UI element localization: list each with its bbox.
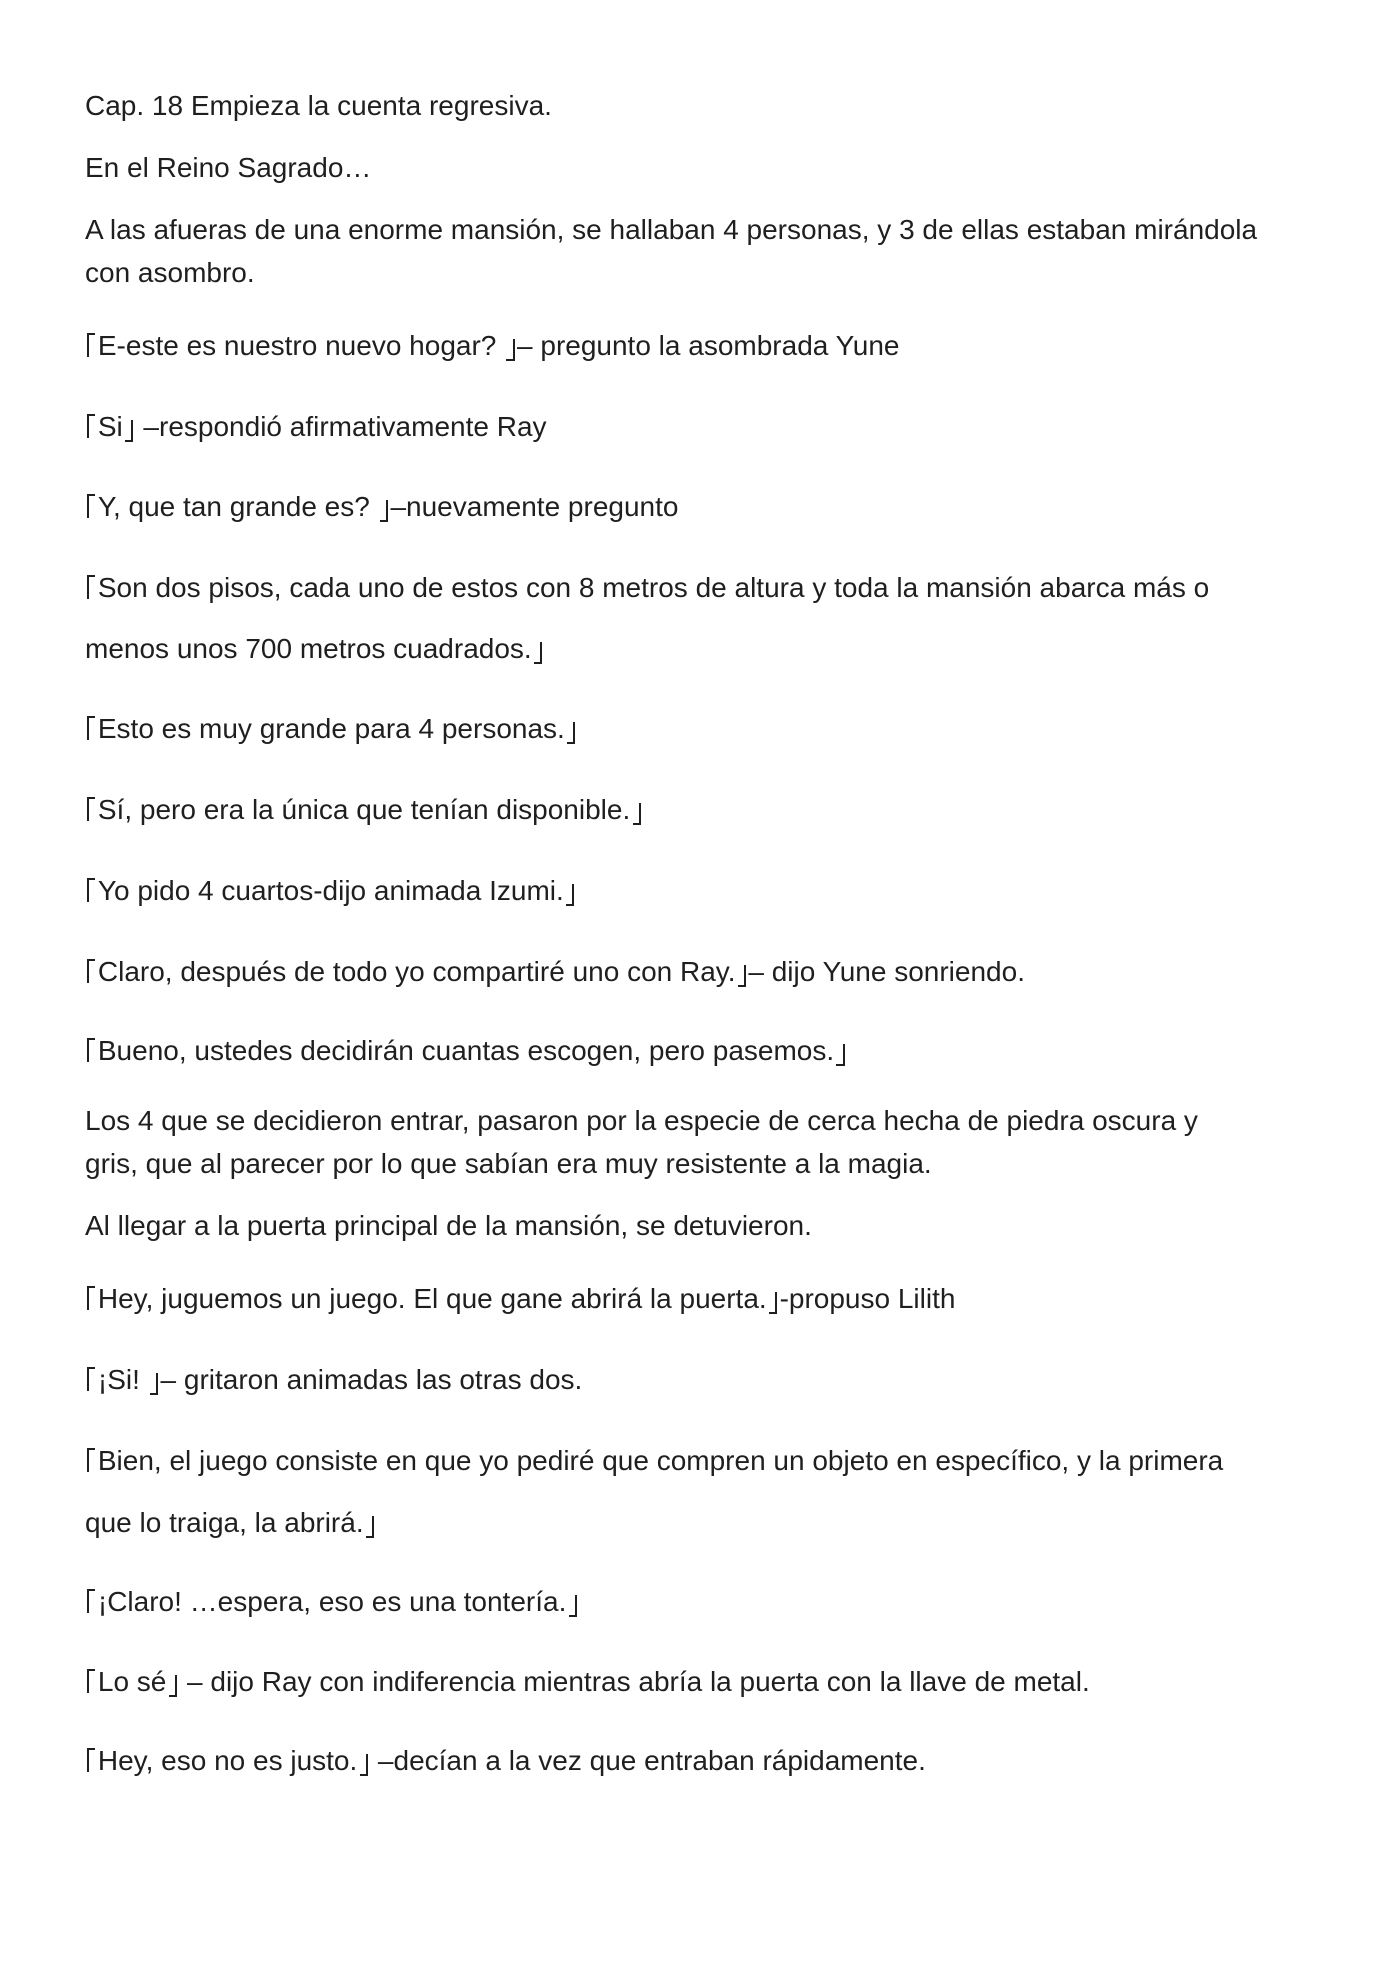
close-corner-bracket (767, 1283, 780, 1314)
open-corner-bracket (85, 1445, 98, 1476)
dialogue-line: Esto es muy grande para 4 personas. (85, 711, 578, 756)
close-corner-bracket (378, 491, 391, 522)
dialogue-line: menos unos 700 metros cuadrados. (85, 631, 545, 676)
close-corner-bracket (630, 794, 643, 825)
close-corner-bracket (566, 1586, 579, 1617)
open-corner-bracket (85, 794, 98, 825)
close-corner-bracket (504, 330, 517, 361)
dialogue-line: Yo pido 4 cuartos-dijo animada Izumi. (85, 873, 577, 918)
open-corner-bracket (85, 1035, 98, 1066)
dialogue-line: E-este es nuestro nuevo hogar? – pregunto la asombrada Yune (85, 328, 899, 373)
close-corner-bracket (166, 1666, 179, 1697)
dialogue-line: Y, que tan grande es? –nuevamente pregunto (85, 489, 678, 534)
narration-line: gris, que al parecer por lo que sabían era muy resistente a la magia. (85, 1148, 932, 1179)
open-corner-bracket (85, 411, 98, 442)
open-corner-bracket (85, 330, 98, 361)
close-corner-bracket (834, 1035, 847, 1066)
dialogue-line: Son dos pisos, cada uno de estos con 8 metros de altura y toda la mansión abarca más o (85, 570, 1209, 615)
open-corner-bracket (85, 875, 98, 906)
close-corner-bracket (148, 1364, 161, 1395)
open-corner-bracket (85, 491, 98, 522)
dialogue-line: Bien, el juego consiste en que yo pediré que compren un objeto en específico, y la primera (85, 1443, 1223, 1488)
dialogue-line: Si –respondió afirmativamente Ray (85, 409, 547, 454)
dialogue-line: Sí, pero era la única que tenían disponible. (85, 792, 643, 837)
chapter-title: Cap. 18 Empieza la cuenta regresiva. (85, 90, 552, 121)
close-corner-bracket (564, 875, 577, 906)
dialogue-line: Bueno, ustedes decidirán cuantas escogen, pero pasemos. (85, 1033, 847, 1078)
open-corner-bracket (85, 1586, 98, 1617)
dialogue-line: Hey, juguemos un juego. El que gane abrirá la puerta. -propuso Lilith (85, 1281, 955, 1326)
dialogue-line: ¡Claro! …espera, eso es una tontería. (85, 1584, 579, 1629)
close-corner-bracket (565, 713, 578, 744)
dialogue-line: Claro, después de todo yo compartiré uno con Ray. – dijo Yune sonriendo. (85, 954, 1025, 999)
close-corner-bracket (364, 1507, 377, 1538)
open-corner-bracket (85, 713, 98, 744)
close-corner-bracket (357, 1745, 370, 1776)
close-corner-bracket (123, 411, 136, 442)
open-corner-bracket (85, 572, 98, 603)
narration-line: En el Reino Sagrado… (85, 152, 372, 183)
open-corner-bracket (85, 1745, 98, 1776)
open-corner-bracket (85, 1666, 98, 1697)
open-corner-bracket (85, 1283, 98, 1314)
narration-line: Al llegar a la puerta principal de la mansión, se detuvieron. (85, 1210, 812, 1241)
dialogue-line: que lo traiga, la abrirá. (85, 1505, 376, 1550)
open-corner-bracket (85, 956, 98, 987)
dialogue-line: Lo sé – dijo Ray con indiferencia mientras abría la puerta con la llave de metal. (85, 1664, 1090, 1709)
dialogue-line: ¡Si! – gritaron animadas las otras dos. (85, 1362, 582, 1407)
narration-line: Los 4 que se decidieron entrar, pasaron por la especie de cerca hecha de piedra oscura y (85, 1105, 1198, 1136)
close-corner-bracket (736, 956, 749, 987)
close-corner-bracket (532, 633, 545, 664)
dialogue-line: Hey, eso no es justo. –decían a la vez que entraban rápidamente. (85, 1743, 926, 1788)
narration-line: con asombro. (85, 257, 255, 288)
open-corner-bracket (85, 1364, 98, 1395)
narration-line: A las afueras de una enorme mansión, se hallaban 4 personas, y 3 de ellas estaban mirándola (85, 214, 1258, 245)
